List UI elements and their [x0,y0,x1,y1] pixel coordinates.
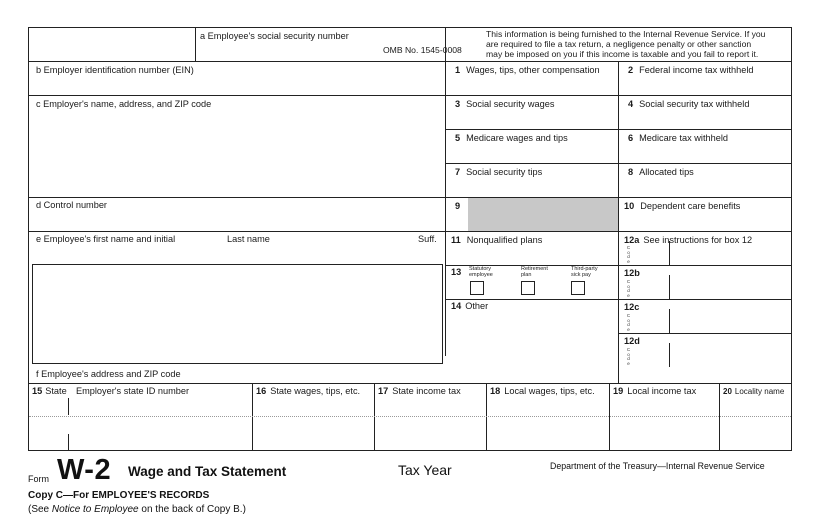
form-border-top [28,27,792,28]
box-17-left-line [374,383,375,451]
see-notice-suffix: on the back of Copy B.) [138,504,246,515]
left-column-divider [445,27,446,356]
tax-year: Tax Year [398,462,452,478]
box-13-number: 13 [451,267,462,277]
form-border-right [791,27,792,451]
box-4-text: Social security tax withheld [639,99,750,109]
form-border-bottom [28,450,792,451]
box-15-text: State [45,386,67,396]
omb-number: OMB No. 1545-0008 [383,45,462,55]
box-17-label [378,386,461,397]
statutory-employee-label [469,266,493,278]
statutory-line-2: employee [469,272,493,278]
box-10-text: Dependent care benefits [640,201,741,211]
box-13-label [451,267,467,278]
employee-address-box[interactable] [32,264,443,364]
ssn-box-left-line [195,27,196,61]
row-line-3 [445,129,792,130]
box-1-label [455,65,600,76]
last-name-label: Last name [227,234,270,244]
irs-notice [486,29,765,59]
box-19-text: Local income tax [627,386,697,396]
ein-label: b Employer identification number (EIN) [36,65,194,75]
form-border-left [28,27,29,451]
box-12d-code-label: C o d e [626,347,631,366]
box-12b-number: 12b [624,268,640,278]
row-line-12c [618,333,792,334]
box-8-text: Allocated tips [639,167,694,177]
irs-notice-line-2: are required to file a tax return, a negligence penalty or other sanction [486,39,752,49]
box-20-text: Locality name [734,387,785,396]
box-18-text: Local wages, tips, etc. [504,386,595,396]
form-name: W-2 [57,454,112,486]
box-16-left-line [252,383,253,451]
box-12c-code-label: C o d e [626,313,631,332]
box-19-number: 19 [613,386,624,396]
third-party-sick-pay-label [571,266,598,278]
row-line-2 [28,95,792,96]
employee-address-label: f Employee's address and ZIP code [36,369,181,379]
box-20-left-line [719,383,720,451]
box-9-number: 9 [455,201,461,211]
box-14-number: 14 [451,301,462,311]
box-5-number: 5 [455,133,461,143]
row-line-4 [445,163,792,164]
box-6-text: Medicare tax withheld [639,133,728,143]
irs-notice-line-3: may be imposed on you if this income is taxable and you fail to report it. [486,49,759,59]
row-line-8 [445,299,792,300]
box-1-text: Wages, tips, other compensation [466,65,600,75]
state-row-top-line [28,383,792,384]
box-6-label [628,133,728,144]
box-12c-code-divider [669,309,670,333]
ssn-label: a Employee's social security number [200,31,349,41]
box-6-number: 6 [628,133,634,143]
box-12c-label [624,302,645,313]
box-9-label [455,201,466,212]
box-7-label [455,167,542,178]
statutory-line-1: Statutory [469,266,492,272]
state-id-divider-2 [68,434,69,451]
box-20-number: 20 [723,387,732,396]
box-15-number: 15 [32,386,43,396]
row-line-5 [28,197,792,198]
row-line-6 [28,231,792,232]
box-14-label [451,301,488,312]
box-12d-code-divider [669,343,670,367]
see-notice-line [28,504,246,515]
employer-state-id-label: Employer's state ID number [76,386,190,396]
box-4-number: 4 [628,99,634,109]
box-10-label [624,201,740,212]
box-12b-code-label: C o d e [626,279,631,298]
row-line-1 [28,61,792,62]
see-notice-emphasis: Notice to Employee [51,504,139,515]
box-11-number: 11 [451,235,461,245]
suffix-label: Suff. [418,234,437,244]
box-19-left-line [609,383,610,451]
box-9-shaded [468,198,618,231]
box-12a-code-label: C o d e [626,245,631,264]
box-18-left-line [486,383,487,451]
box-12a-text: See instructions for box 12 [643,235,753,245]
statutory-employee-checkbox[interactable] [470,281,484,295]
box-16-text: State wages, tips, etc. [270,386,361,396]
box-16-label [256,386,360,397]
box-2-label [628,65,754,76]
retirement-plan-label [521,266,548,278]
form-title: Wage and Tax Statement [128,464,287,479]
retirement-line-2: plan [521,272,532,278]
box-12a-label [624,235,752,246]
box-10-number: 10 [624,201,635,211]
retirement-line-1: Retirement [521,266,548,272]
box-12d-label [624,336,646,347]
box-17-number: 17 [378,386,389,396]
employee-name-label: e Employee's first name and initial [36,234,176,244]
third-party-sick-pay-checkbox[interactable] [571,281,585,295]
third-party-line-2: sick pay [571,272,591,278]
box-3-text: Social security wages [466,99,555,109]
box-19-label [613,386,696,397]
row-line-7 [445,265,792,266]
box-3-label [455,99,554,110]
third-party-line-1: Third-party [571,266,598,272]
box-20-label [723,386,784,397]
copy-label: Copy C—For EMPLOYEE'S RECORDS [28,490,210,501]
box-3-number: 3 [455,99,461,109]
employer-name-label: c Employer's name, address, and ZIP code [36,99,212,109]
box-5-text: Medicare wages and tips [466,133,568,143]
box-12b-code-divider [669,275,670,299]
form-word: Form [28,474,49,484]
box-8-number: 8 [628,167,634,177]
box-11-label [451,235,542,246]
box-8-label [628,167,694,178]
retirement-plan-checkbox[interactable] [521,281,535,295]
w2-form [28,27,792,451]
box-18-number: 18 [490,386,501,396]
state-row-dotted-line [29,416,791,417]
treasury-department: Department of the Treasury—Internal Revenue Service [550,461,765,471]
box-2-text: Federal income tax withheld [639,65,754,75]
box-12b-label [624,268,646,279]
box-18-label [490,386,595,397]
box-7-text: Social security tips [466,167,543,177]
box-12a-number: 12a [624,235,640,245]
state-id-divider-1 [68,398,69,415]
box-14-text: Other [465,301,489,311]
box-11-text: Nonqualified plans [466,235,543,245]
control-number-label: d Control number [36,200,107,210]
box-7-number: 7 [455,167,461,177]
box-5-label [455,133,568,144]
box-16-number: 16 [256,386,267,396]
box-12d-number: 12d [624,336,640,346]
box-2-number: 2 [628,65,634,75]
box-12c-number: 12c [624,302,640,312]
irs-notice-line-1: This information is being furnished to the Internal Revenue Service. If you [486,29,766,39]
box-1-number: 1 [455,65,461,75]
box-17-text: State income tax [392,386,461,396]
box-15-label [32,386,67,397]
box-4-label [628,99,749,110]
right-column-divider [618,61,619,383]
see-notice-prefix: (See [28,504,52,515]
